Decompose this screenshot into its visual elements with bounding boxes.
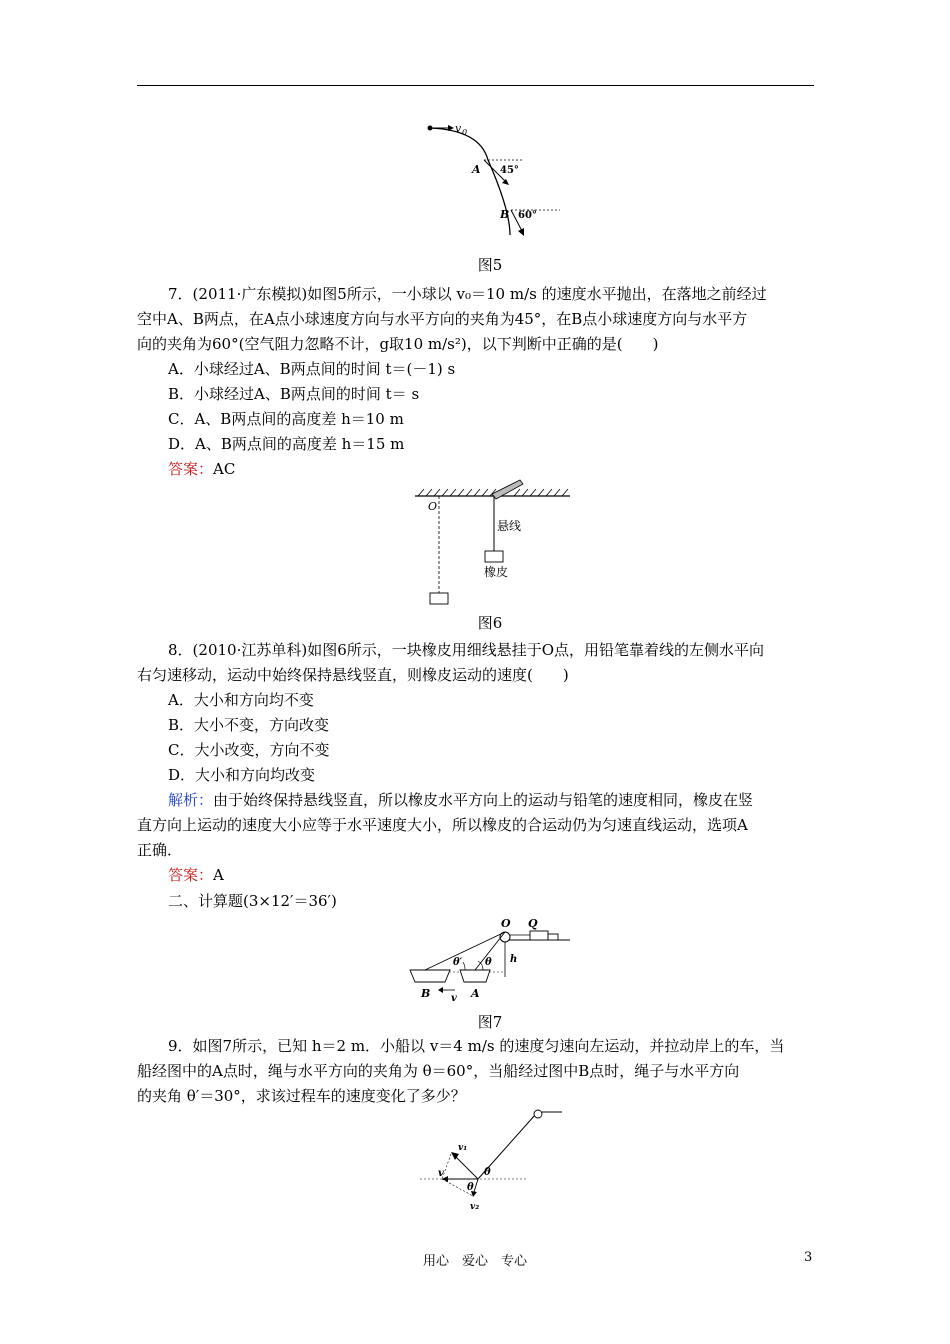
q7-option-b: B．小球经过A、B两点间的时间 t＝ s [168, 385, 420, 403]
angle-a-label: 45° [500, 165, 519, 176]
q8-analysis-2: 直方向上运动的速度大小应等于水平速度大小，所以橡皮的合运动仍为匀速直线运动，选项A [137, 816, 748, 834]
q7-option-d: D．A、B两点间的高度差 h＝15 m [168, 435, 405, 453]
q9-line-1: 9．如图7所示，已知 h＝2 m．小船以 v＝4 m/s 的速度匀速向左运动，并拉动岸上的车，当 [168, 1037, 785, 1055]
v-label: v [438, 1168, 444, 1179]
point-o-label: O [501, 917, 511, 930]
string-label: 悬线 [497, 519, 522, 533]
figure-5-caption: 图5 [477, 256, 503, 274]
v-label: v [451, 993, 457, 1004]
q7-answer [168, 459, 235, 479]
q8-option-d: D．大小和方向均改变 [168, 766, 316, 784]
q8-answer-value: A [213, 866, 224, 884]
h-label: h [510, 954, 518, 965]
point-a-label: A [472, 163, 481, 176]
theta-prime-label: θ′ [453, 957, 463, 968]
q8-option-a: A．大小和方向均不变 [168, 691, 314, 709]
q9-line-2: 船经图中的A点时，绳与水平方向的夹角为 θ＝60°，当船经过图中B点时，绳子与水平方向 [137, 1062, 740, 1080]
theta-lower-label: θ [467, 1182, 474, 1193]
figure-6-caption: 图6 [477, 614, 503, 632]
theta-upper-label: θ [484, 1167, 491, 1178]
q8-answer [168, 865, 224, 885]
q8-answer-label: 答案： [168, 866, 214, 884]
v0-subscript: 0 [462, 128, 468, 137]
point-a-label: A [471, 987, 480, 1000]
q8-option-c: C．大小改变，方向不变 [168, 741, 330, 759]
point-o-label: O [428, 500, 438, 513]
q7-line-1: 7．(2011·广东模拟)如图5所示，一小球以 v₀＝10 m/s 的速度水平抛出，在落地之前经过 [168, 285, 767, 303]
q7-option-c: C．A、B两点间的高度差 h＝10 m [168, 410, 404, 428]
q7-answer-label: 答案： [168, 460, 214, 478]
theta-label: θ [485, 957, 492, 968]
page-number: 3 [804, 1250, 813, 1265]
figure-7-caption: 图7 [477, 1013, 503, 1031]
angle-b-label: 60° [518, 210, 537, 221]
q8-analysis-1 [168, 790, 753, 810]
figure-7-boat [405, 915, 575, 1005]
q8-line-1: 8．(2010·江苏单科)如图6所示，一块橡皮用细线悬挂于O点，用铅笔靠着线的左侧水平向 [168, 641, 765, 659]
figure-6-eraser [410, 478, 575, 608]
q7-line-2: 空中A、B两点，在A点小球速度方向与水平方向的夹角为45°，在B点小球速度方向与水平方 [137, 310, 748, 328]
q7-line-3: 向的夹角为60°(空气阻力忽略不计，g取10 m/s²)，以下判断中正确的是( ) [137, 335, 659, 353]
point-b-label: B [421, 987, 431, 1000]
q8-line-2: 右匀速移动，运动中始终保持悬线竖直，则橡皮运动的速度( ) [137, 666, 569, 684]
eraser-label: 橡皮 [484, 565, 509, 579]
q8-analysis-text: 由于始终保持悬线竖直，所以橡皮水平方向上的运动与铅笔的速度相同，橡皮在竖 [213, 791, 754, 809]
v2-label: v₂ [470, 1202, 480, 1212]
footer-text: 用心 爱心 专心 [422, 1254, 527, 1269]
q7-answer-value: AC [213, 460, 236, 478]
q8-analysis-label: 解析： [168, 791, 214, 809]
velocity-decomposition-figure [420, 1108, 570, 1213]
q8-analysis-3: 正确． [137, 841, 183, 859]
q7-option-a: A．小球经过A、B两点间的时间 t＝(－1) s [168, 360, 456, 378]
q8-option-b: B．大小不变，方向改变 [168, 716, 330, 734]
header-rule [137, 85, 814, 86]
section-2-heading: 二、计算题(3×12′＝36′) [168, 892, 337, 910]
v1-label: v₁ [458, 1143, 468, 1153]
point-q-label: Q [528, 917, 538, 930]
v0-label: v [455, 122, 462, 135]
q9-line-3: 的夹角 θ′＝30°，求该过程车的速度变化了多少？ [137, 1087, 466, 1105]
point-b-label: B [500, 208, 510, 221]
figure-5-trajectory [420, 115, 570, 245]
